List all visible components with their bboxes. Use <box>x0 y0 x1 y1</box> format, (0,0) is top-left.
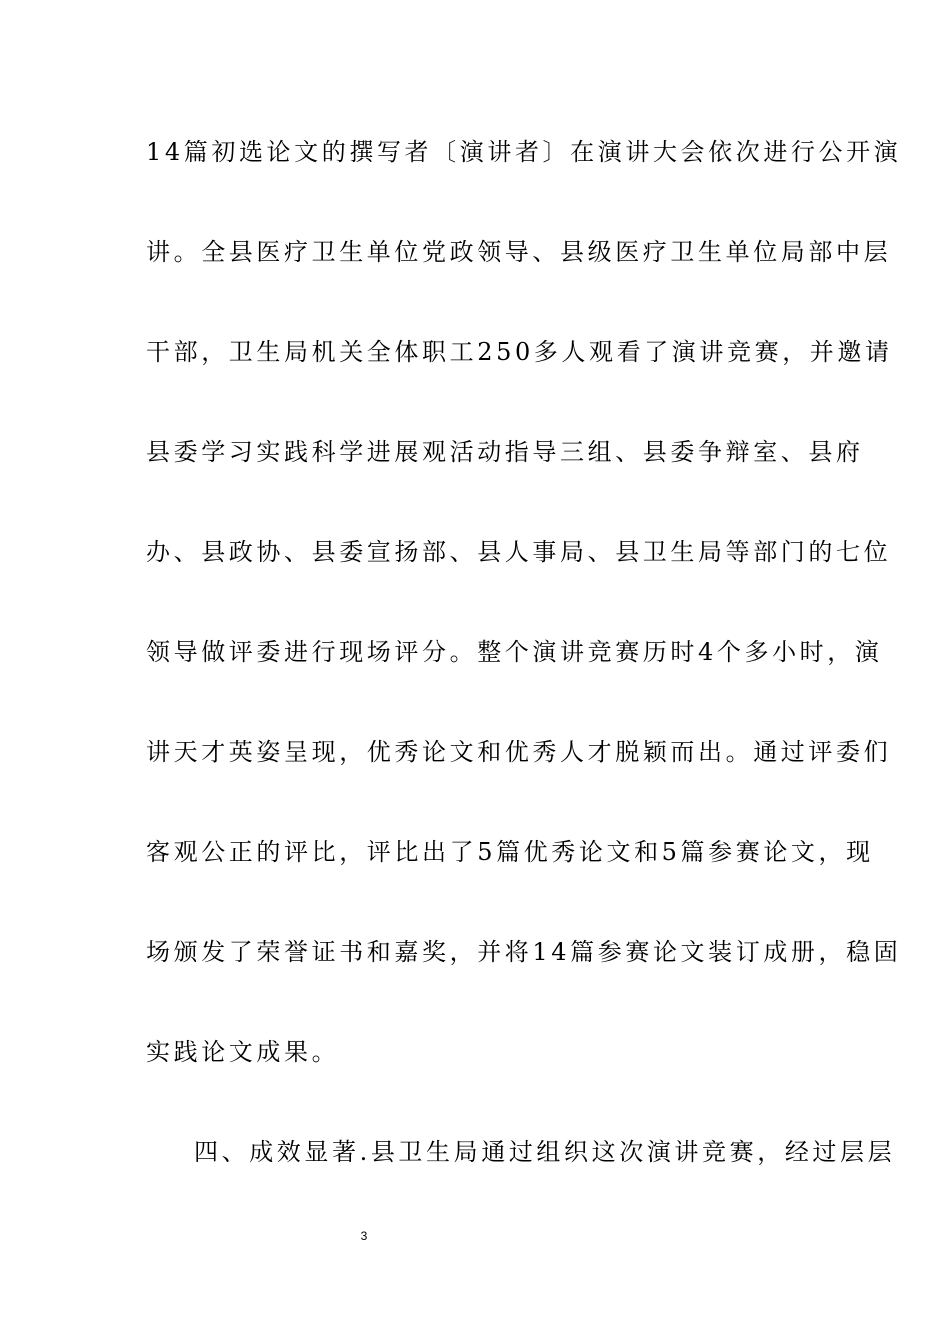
section-heading-line: 四、成效显著.县卫生局通过组织这次演讲竞赛，经过层层 <box>194 1138 896 1166</box>
text-line: 14篇初选论文的撰写者〔演讲者〕在演讲大会依次进行公开演 <box>146 138 902 166</box>
page-number: 3 <box>360 1229 368 1243</box>
text-line: 干部，卫生局机关全体职工250多人观看了演讲竞赛，并邀请 <box>146 338 893 366</box>
text-line: 场颁发了荣誉证书和嘉奖，并将14篇参赛论文装订成册，稳固 <box>146 938 902 966</box>
text-line: 领导做评委进行现场评分。整个演讲竞赛历时4个多小时，演 <box>146 638 883 666</box>
text-line: 客观公正的评比，评比出了5篇优秀论文和5篇参赛论文，现 <box>146 838 874 866</box>
text-line: 讲天才英姿呈现，优秀论文和优秀人才脱颖而出。通过评委们 <box>146 738 892 766</box>
text-line: 县委学习实践科学进展观活动指导三组、县委争辩室、县府 <box>146 438 864 466</box>
text-line: 讲。全县医疗卫生单位党政领导、县级医疗卫生单位局部中层 <box>146 238 892 266</box>
text-line: 办、县政协、县委宣扬部、县人事局、县卫生局等部门的七位 <box>146 538 892 566</box>
text-line: 实践论文成果。 <box>146 1038 340 1066</box>
